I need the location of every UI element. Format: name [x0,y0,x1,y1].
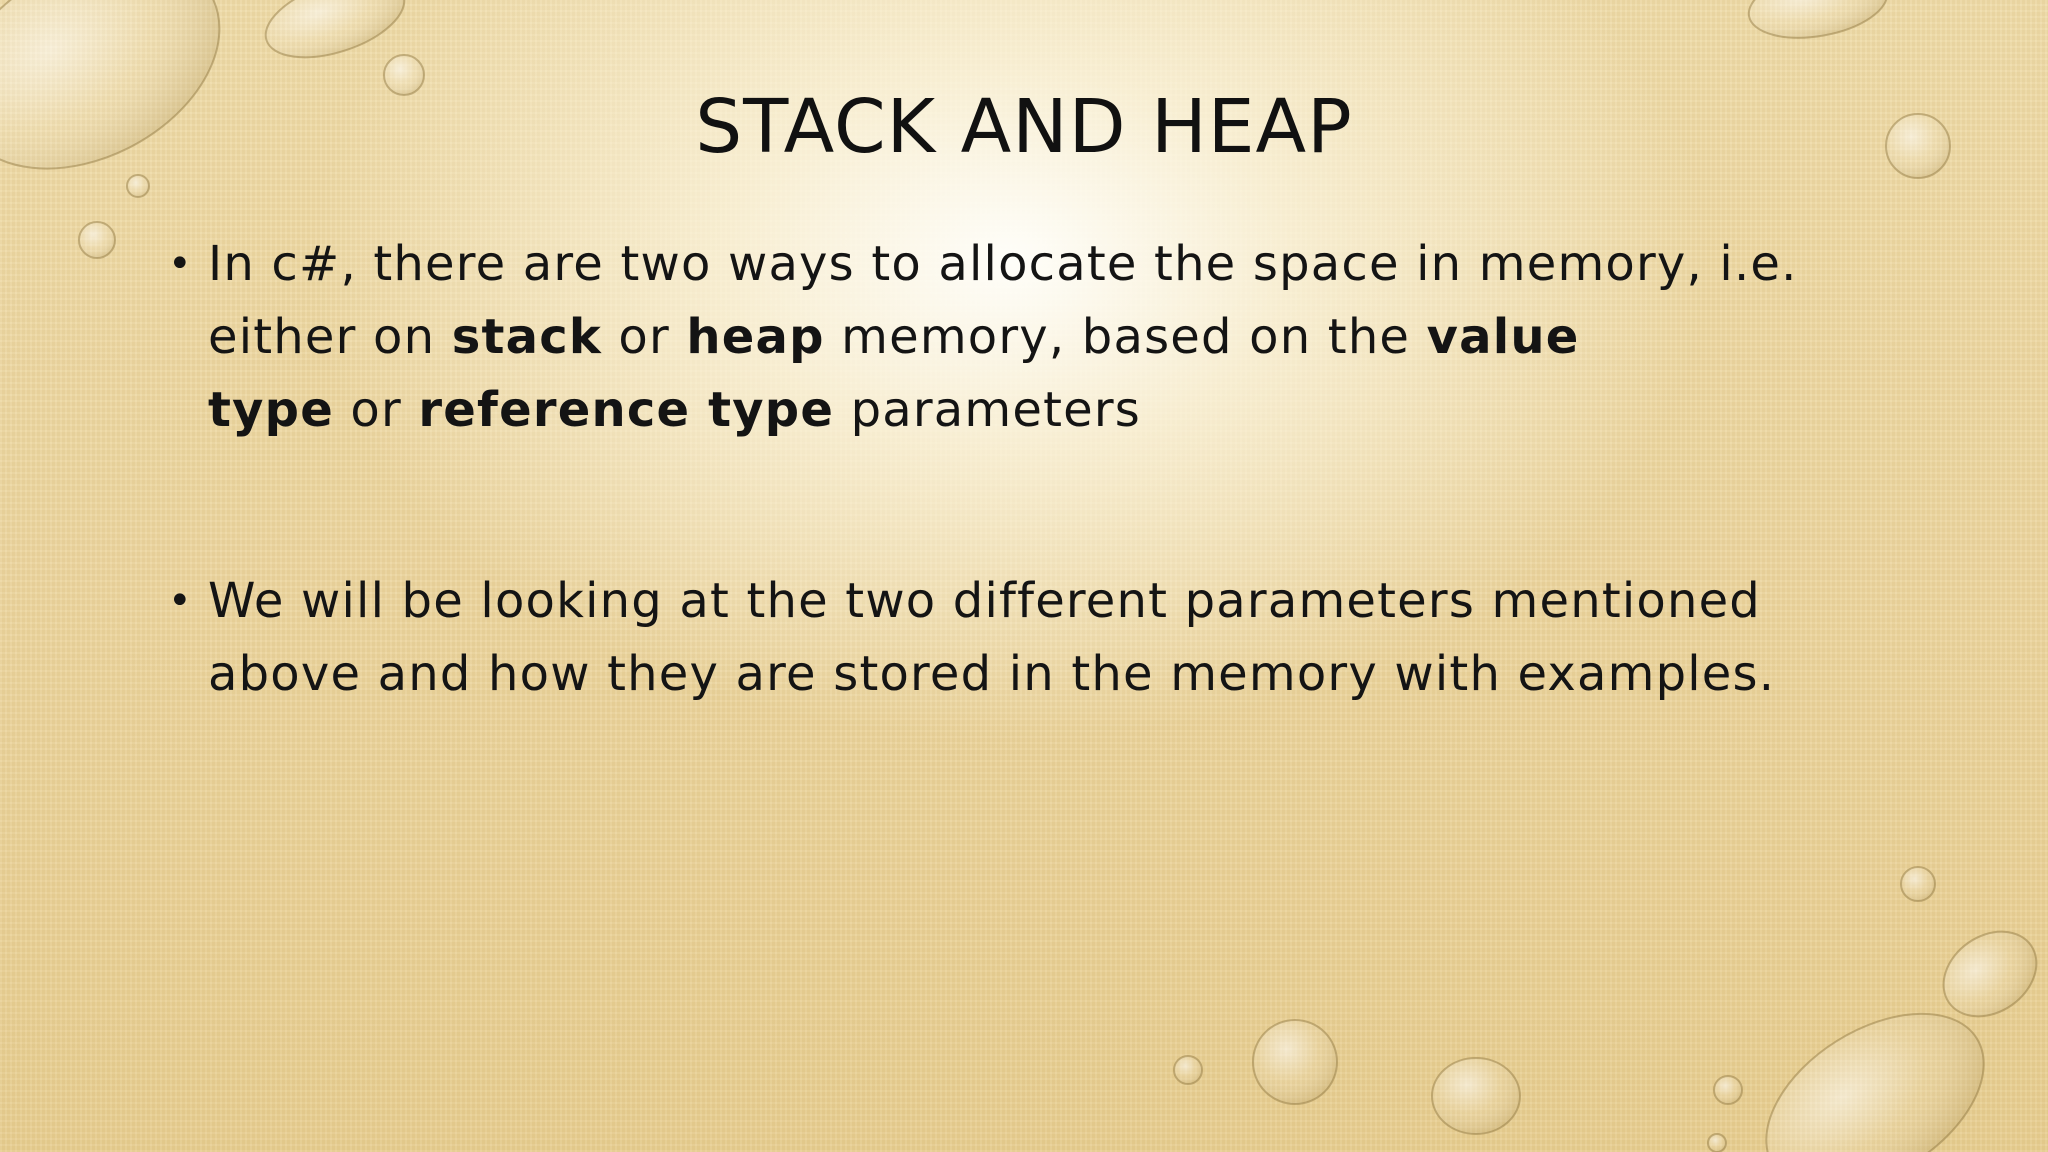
bullet-text-line [208,565,1828,638]
text-run: In c#, there are two ways to allocate the space in memory, i.e. [208,236,1798,292]
bullet-item [168,565,1828,711]
text-run: either on [208,309,452,365]
bullet-text-line [208,228,1828,301]
bullet-text-line [208,301,1828,374]
bold-text-run: stack [451,309,602,365]
bullet-text-line [208,374,1828,447]
bold-text-run: value [1426,309,1580,365]
bold-text-run: reference type [418,382,835,438]
bullet-list [168,228,1828,711]
droplet-group-bottom-right [1174,867,2048,1152]
text-run: or [601,309,687,365]
bullet-dot-icon: • [168,578,193,624]
slide-title: STACK AND HEAP [695,84,1353,170]
text-run: above and how they are stored in the memory with examples. [208,646,1776,702]
text-run: or [333,382,419,438]
bullet-dot-icon: • [168,241,193,287]
text-run: memory, based on the [824,309,1427,365]
text-run: parameters [834,382,1141,438]
text-run: We will be looking at the two different parameters mentioned [208,573,1761,629]
bullet-item [168,228,1828,447]
bold-text-run: type [208,382,334,438]
bullet-text-line [208,638,1828,711]
bold-text-run: heap [686,309,825,365]
